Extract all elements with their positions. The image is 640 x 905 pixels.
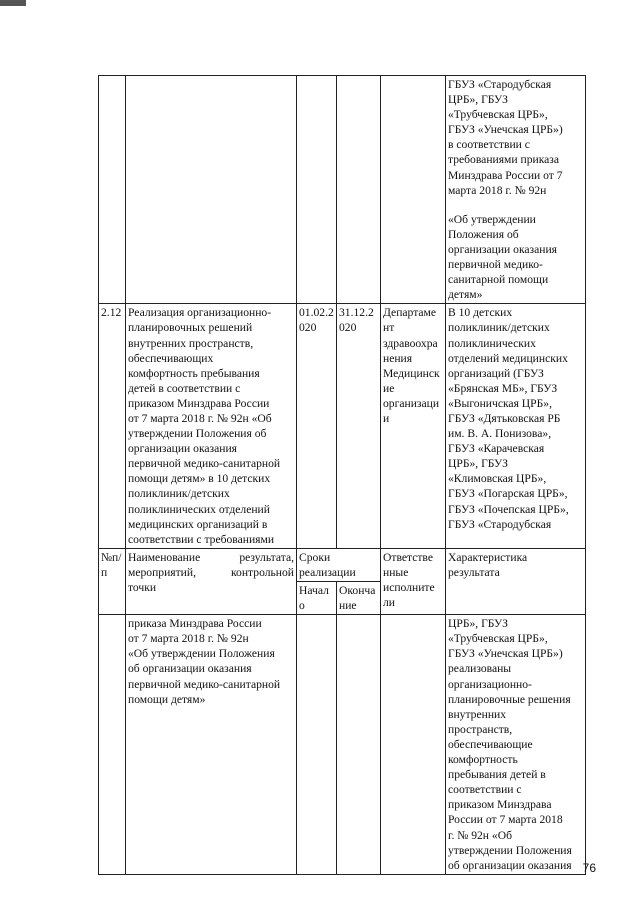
header-executor-text: Ответстве нные исполните ли [383, 550, 435, 610]
cell-executor-empty [381, 76, 446, 304]
header-name-word1: Наименование [128, 550, 201, 564]
cell-end [337, 304, 381, 549]
cell-characteristic [446, 304, 586, 549]
cell-name [126, 615, 297, 875]
cell-number-empty [99, 615, 126, 875]
cell-number [99, 304, 126, 549]
table-header-row [99, 548, 586, 581]
row-end-date: 31.12.2 020 [339, 306, 374, 335]
row-executor: Департаме нт здравоохра нения Медицинск ие организаци и [383, 306, 440, 425]
cell-characteristic [446, 615, 586, 875]
cell-executor [381, 304, 446, 549]
cell-end-empty [337, 615, 381, 875]
scan-corner-mark [0, 0, 26, 6]
header-start-text: Начало [299, 584, 329, 613]
header-end [337, 582, 381, 615]
continued-characteristic: ЦРБ», ГБУЗ «Трубчевская ЦРБ», ГБУЗ «Унечская ЦРБ») реализованы организационно- планировочные решения внутренних пространств, обеспечивающие комфортность пребывания детей в соответствии с приказом Минздрава России от 7 марта 2018 г. № 92н «Об утверждении Положения об организации оказания [448, 617, 572, 872]
cell-executor-empty [381, 615, 446, 875]
header-number-text: №п/п [101, 550, 122, 579]
characteristic-text-part1: ГБУЗ «Стародубская ЦРБ», ГБУЗ «Трубчевская ЦРБ», ГБУЗ «Унечская ЦРБ») в соответствии с требованиями приказа Минздрава России от 7 марта 2018 г. № 92н [448, 78, 563, 197]
header-characteristic-text: Характеристика результата [448, 550, 528, 579]
cell-number-empty [99, 76, 126, 304]
header-name-word3: мероприятий, [128, 565, 196, 579]
row-characteristic: В 10 детских поликлиник/детских поликлинических отделений медицинских организаций (ГБУЗ «Брянская МБ», ГБУЗ «Выгоничская ЦРБ», ГБУЗ «Дятьковская РБ им. В. А. Понизова», ГБУЗ «Карачевская ЦРБ», ГБУЗ «Климовская ЦРБ», ГБУЗ «Погарская ЦРБ», ГБУЗ «Почепская ЦРБ», ГБУЗ «Стародубская [448, 306, 569, 531]
cell-start-empty [297, 615, 337, 875]
header-terms [297, 548, 381, 581]
row-start-date: 01.02.2 020 [299, 306, 334, 335]
table-row-continuation-top [99, 76, 586, 304]
characteristic-text-part2: «Об утверждении Положения об организации оказания первичной медико- санитарной помощи детям» [448, 212, 558, 302]
header-name [126, 548, 297, 614]
row-name: Реализация организационно- планировочных решений внутренних пространств, обеспечивающих комфортность пребывания детей в соответствии с приказом Минздрава России от 7 марта 2018 г. № 92н «Об утверждении Положения об организации оказания первичной медико-санитарной помощи детям» в 10 детских поликлиник/детских поликлинических отделений медицинских организаций в соответствии с требованиями [128, 306, 281, 546]
header-terms-text: Сроки реализации [299, 550, 356, 579]
plan-table [98, 75, 586, 875]
continued-name: приказа Минздрава России от 7 марта 2018 г. № 92н «Об утверждении Положения об организации оказания первичной медико-санитарной помощи детям» [128, 617, 281, 706]
header-name-word2: результата, [239, 550, 294, 564]
header-executor [381, 548, 446, 614]
cell-characteristic [446, 76, 586, 304]
cell-name [126, 304, 297, 549]
table-row-continuation-bottom [99, 615, 586, 875]
header-number [99, 548, 126, 614]
header-name-word5: точки [128, 581, 157, 594]
table-row-2-12 [99, 304, 586, 549]
header-start [297, 582, 337, 615]
page-number: 76 [582, 861, 596, 875]
header-characteristic [446, 548, 586, 614]
cell-name-empty [126, 76, 297, 304]
cell-end-empty [337, 76, 381, 304]
header-name-word4: контрольной [231, 565, 294, 579]
header-end-text: Оконча ние [339, 584, 376, 613]
cell-start-empty [297, 76, 337, 304]
row-number: 2.12 [101, 306, 122, 320]
cell-start [297, 304, 337, 549]
